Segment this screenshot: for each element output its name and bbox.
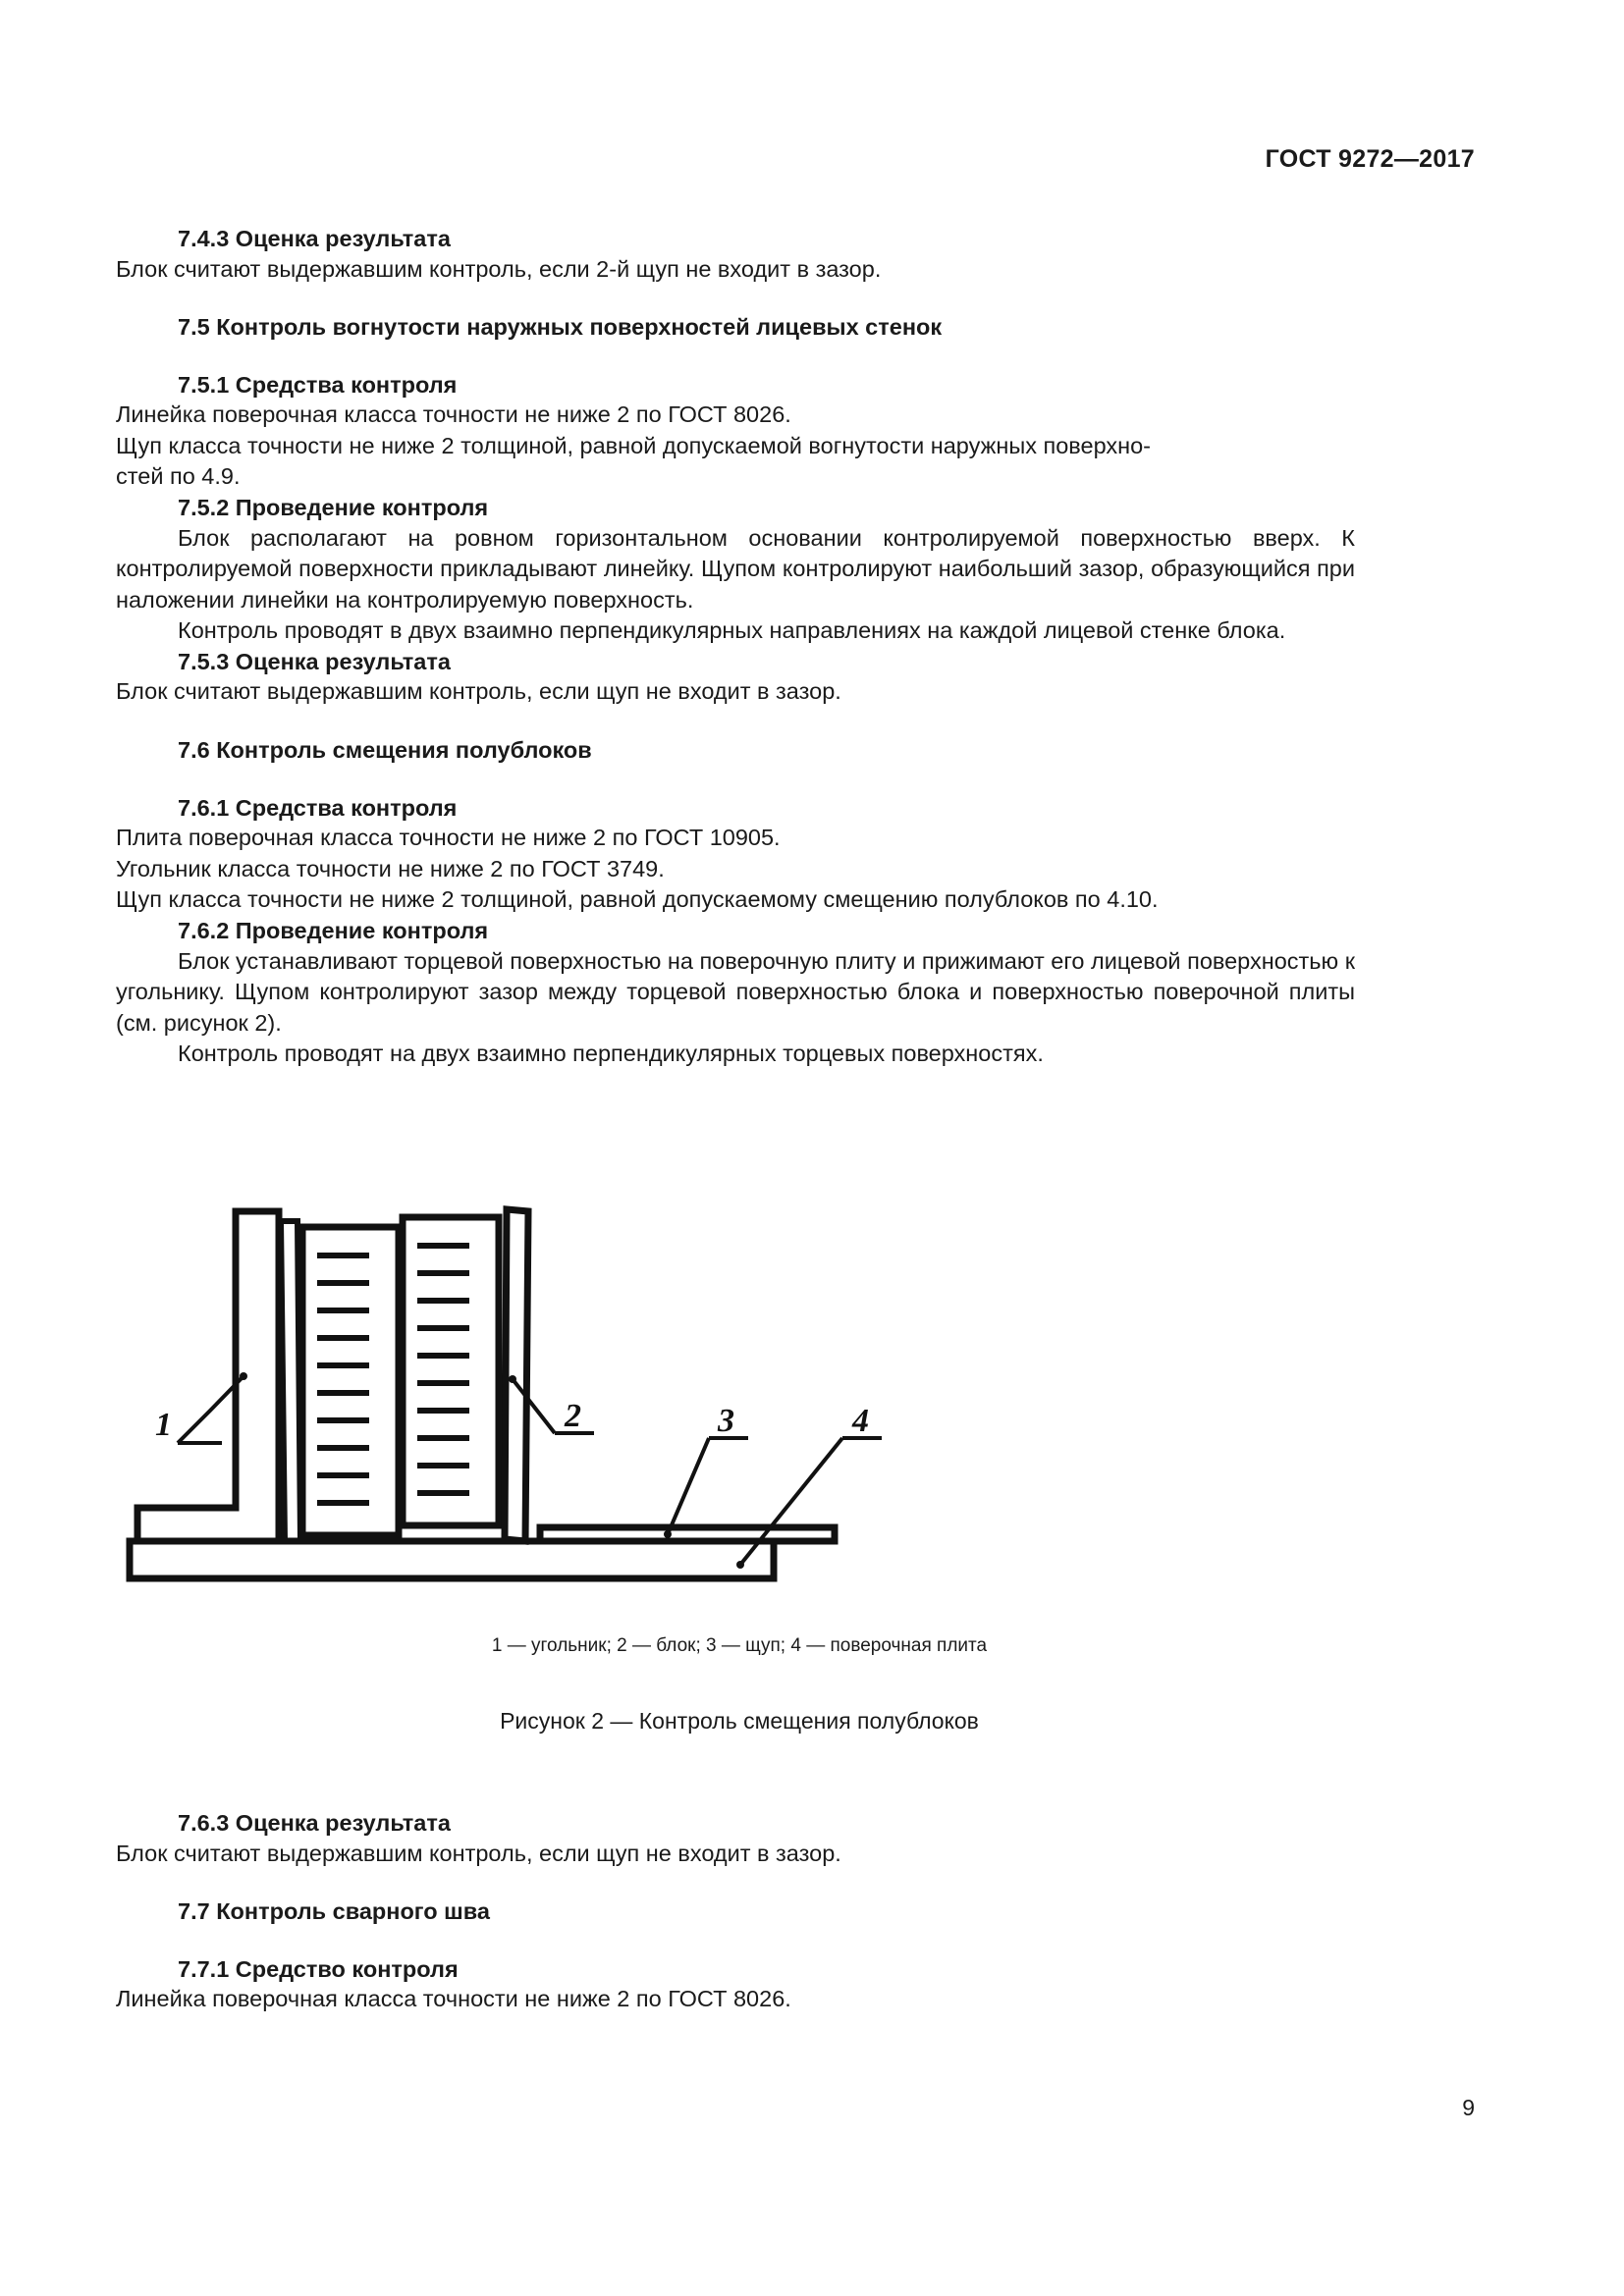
document-body-lower xyxy=(116,1808,1355,2015)
figure-callout-2: 2 xyxy=(565,1398,581,1434)
figure-2-drawing xyxy=(116,1200,1363,1612)
paragraph-7-5-2-first: Блок располагают на ровном горизонтальном основании контролируемой поверхностью вверх. К контролируемой поверхности прикладывают линейку. Щупом контролируют наибольший зазор, образующийся при наложении линейки на контролируемую поверхность. xyxy=(116,524,1355,613)
spacer xyxy=(116,1927,1355,1954)
heading-7-6-1: 7.6.1 Средства контроля xyxy=(178,794,458,821)
paragraph-7-6-3-body: Блок считают выдержавшим контроль, если щуп не входит в зазор. xyxy=(116,1840,841,1866)
paragraph-7-6-2-first: Блок устанавливают торцевой поверхностью на поверочную плиту и прижимают его лицевой поверхностью к угольнику. Щупом контролируют зазор между торцевой поверхностью блока и поверхностью поверочной плиты (см. рисунок 2). xyxy=(116,947,1355,1036)
heading-7-5: 7.5 Контроль вогнутости наружных поверхностей лицевых стенок xyxy=(178,314,943,341)
paragraph-7-5-1-line-3: стей по 4.9. xyxy=(116,463,241,490)
paragraph-7-4-3-body: Блок считают выдержавшим контроль, если 2-й щуп не входит в зазор. xyxy=(116,255,882,282)
heading-7-6-3: 7.6.3 Оценка результата xyxy=(178,1810,451,1836)
paragraph-7-6-1-line-1: Плита поверочная класса точности не ниже 2 по ГОСТ 10905. xyxy=(116,825,781,851)
heading-7-7: 7.7 Контроль сварного шва xyxy=(178,1898,490,1925)
running-header-standard-number: ГОСТ 9272—2017 xyxy=(1265,145,1475,173)
figure-2-caption: Рисунок 2 — Контроль смещения полублоков xyxy=(500,1707,979,1734)
figure-2 xyxy=(116,1200,1363,1736)
document-body-upper xyxy=(116,224,1355,1070)
figure-2-svg xyxy=(116,1200,1363,1612)
shape-block xyxy=(281,1209,528,1541)
spacer xyxy=(116,343,1355,370)
figure-callout-3: 3 xyxy=(718,1403,734,1439)
heading-7-6-2: 7.6.2 Проведение контроля xyxy=(178,917,489,943)
paragraph-7-6-1-line-3: Щуп класса точности не ниже 2 толщиной, равной допускаемому смещению полублоков по 4.10. xyxy=(116,886,1159,913)
paragraph-7-5-2-second: Контроль проводят в двух взаимно перпендикулярных направлениях на каждой лицевой стенке блока. xyxy=(178,617,1286,644)
paragraph-7-5-1-line-1: Линейка поверочная класса точности не ниже 2 по ГОСТ 8026. xyxy=(116,401,791,428)
figure-2-legend: 1 — угольник; 2 — блок; 3 — щуп; 4 — поверочная плита xyxy=(491,1635,988,1656)
page-number: 9 xyxy=(1462,2095,1475,2120)
heading-7-6: 7.6 Контроль смещения полублоков xyxy=(178,737,592,764)
heading-7-5-2: 7.5.2 Проведение контроля xyxy=(178,495,489,521)
heading-7-5-1: 7.5.1 Средства контроля xyxy=(178,371,458,398)
spacer xyxy=(116,1869,1355,1896)
paragraph-7-5-3-body: Блок считают выдержавшим контроль, если щуп не входит в зазор. xyxy=(116,678,841,705)
paragraph-7-5-1-line-2: Щуп класса точности не ниже 2 толщиной, равной допускаемой вогнутости наружных поверхно- xyxy=(116,432,1152,458)
figure-callout-4: 4 xyxy=(852,1403,869,1439)
spacer xyxy=(116,708,1355,735)
paragraph-7-6-1-line-2: Угольник класса точности не ниже 2 по ГОСТ 3749. xyxy=(116,855,665,881)
spacer xyxy=(116,766,1355,793)
paragraph-7-7-1-line-1: Линейка поверочная класса точности не ниже 2 по ГОСТ 8026. xyxy=(116,1986,791,2012)
heading-7-4-3: 7.4.3 Оценка результата xyxy=(178,226,451,251)
paragraph-7-6-2-second: Контроль проводят на двух взаимно перпендикулярных торцевых поверхностях. xyxy=(178,1041,1044,1067)
shape-inspection-plate xyxy=(130,1541,774,1578)
spacer xyxy=(116,285,1355,312)
figure-callout-1: 1 xyxy=(155,1407,172,1443)
heading-7-7-1: 7.7.1 Средство контроля xyxy=(178,1955,459,1982)
leader-line-3 xyxy=(664,1438,748,1538)
heading-7-5-3: 7.5.3 Оценка результата xyxy=(178,648,451,674)
shape-square-angle xyxy=(137,1211,279,1541)
